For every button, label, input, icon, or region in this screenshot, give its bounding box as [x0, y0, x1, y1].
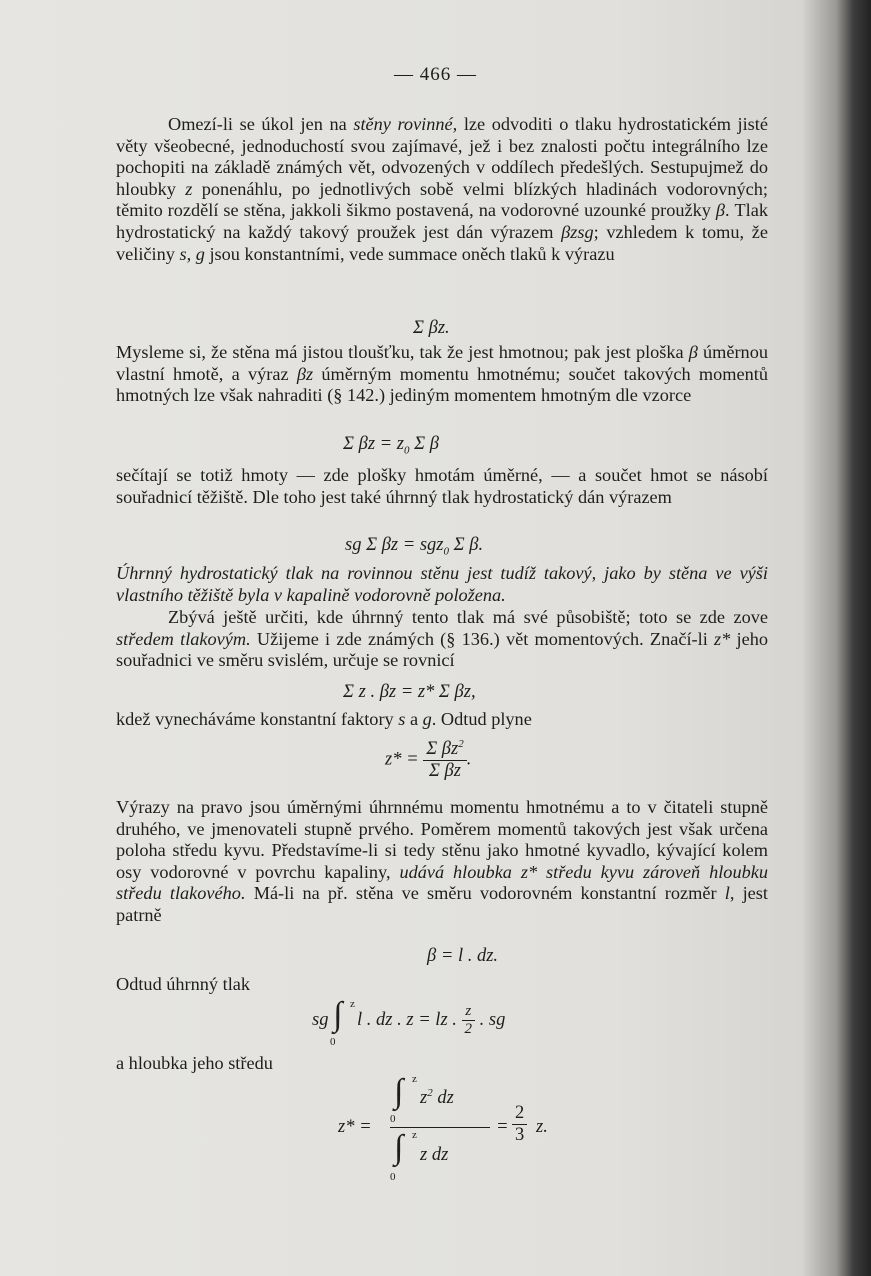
- denominator-integral: ∫ z 0 z dz: [390, 1129, 449, 1183]
- equation-depth-ratio: z* = $\frac{\Sigma \beta z^2}{\text{Σ βz}}$ .: [385, 738, 472, 782]
- paragraph-constants: kdež vynecháváme konstantní faktory s a g. Odtud plyne: [116, 709, 532, 729]
- theorem-statement: Úhrnný hydrostatický tlak na rovinnou stěnu jest tudíž takový, jako by stěna ve výši vlastního těžiště byla v kapalině vodorovně položena.: [116, 563, 768, 605]
- equation-total-pressure: sg Σ βz = sgz$_0$ Σ β.: [345, 535, 484, 558]
- paragraph-center-pressure: Zbývá ještě určiti, kde úhrnný tento tlak má své působiště; toto se zde zove středem tlakovým. Užijeme i zde známých (§ 136.) vět momentových. Značí-li z* jeho souřadnici ve směru svislém, určuje se rovnicí: [116, 607, 768, 671]
- label-total-pressure: Odtud úhrnný tlak: [116, 974, 251, 994]
- equation-centroid: Σ $\beta z = z_0$ Σ β: [343, 434, 439, 457]
- numerator-integral: ∫ z 0 $z^2$ dz: [390, 1073, 454, 1125]
- paragraph-hydrostatic: sečítají se totiž hmoty — zde plošky hmotám úměrné, — a součet hmot se násobí souřadnicí těžiště. Dle toho jest také úhrnný tlak hydrostatický dán výrazem: [116, 465, 768, 507]
- equation-integral-depth: z* = ∫ z 0 $z^2$ dz ∫ z 0 z dz = $\frac{2}{3}$ z.: [338, 1073, 548, 1183]
- equation-strip-area: β = l . dz.: [427, 946, 499, 966]
- label-depth-center: a hloubka jeho středu: [116, 1053, 273, 1073]
- equation-moment: Σ z . βz = z* Σ βz,: [343, 682, 476, 702]
- paragraph-pendulum: Výrazy na pravo jsou úměrnými úhrnnému momentu hmotnému a to v čitateli stupně druhého, ve jmenovateli stupně prvého. Poměrem momentů takových jest však určena poloha středu kyvu. Představíme-li si tedy stěnu jako hmotné kyvadlo, kývající kolem osy vodorovné v povrchu kapaliny, udává hloubka z* středu kyvu zároveň hloubku středu tlakového. Má-li na př. stěna ve směru vodorovném konstantní rozměr l, jest patrně: [116, 797, 768, 925]
- equation-integral-pressure: sg ∫ z 0 l . dz . z = lz . $\frac{z}{2}$ . sg: [312, 996, 506, 1048]
- equation-sum-bz: Σ βz.: [413, 318, 450, 338]
- paragraph-mass: Mysleme si, že stěna má jistou tloušťku, tak že jest hmotnou; pak jest ploška β úměrnou vlastní hmotě, a výraz βz úměrným momentu hmotnému; součet takových momentů hmotných lze však nahraditi (§ 142.) jediným momentem hmotným dle vzorce: [116, 342, 768, 406]
- fraction-bar: [390, 1127, 490, 1128]
- page-number: — 466 —: [394, 64, 477, 85]
- paragraph-intro: Omezí-li se úkol jen na stěny rovinné, lze odvoditi o tlaku hydrostatickém jisté věty všeobecné, jednoduchostí svou zajímavé, jež i bez znalosti počtu integrálního lze pochopiti na základě známých vět, odvozených v oddílech předešlých. Sestupujmež do hloubky z ponenáhlu, po jednotlivých sobě velmi blízkých hladinách vodorovných; těmito rozdělí se stěna, jakkoli šikmo postavená, na vodorovné uzounké proužky β. Tlak hydrostatický na každý takový proužek jest dán výrazem βzsg; vzhledem k tomu, že veličiny s, g jsou konstantními, vede summace oněch tlaků k výrazu: [116, 114, 769, 264]
